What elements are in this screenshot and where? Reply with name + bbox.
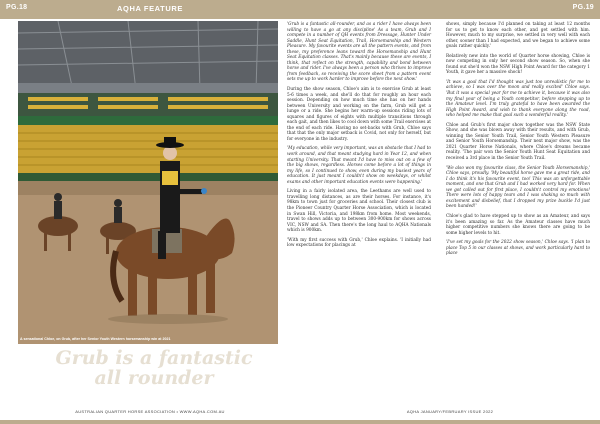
feature-photo [18,21,278,344]
article-paragraph: 'My education, while very important, was an obstacle that I had to work around, and that meant studying hard in Year 12, and when starting University. That meant I'd have to miss out on a few of the big shows, regardless. Horses come before a lot of things in my life, so I continued to show, even during my busiest years of education. It just meant I couldn't show on weekdays, or whilst exams and other important education events were happening.' [287,146,431,185]
article-paragraph: 'We also won my favourite class, the Senior Youth Horsemanship,' Chloe says, proudly. 'My beautiful horse gave me a great ride, and I do think it's his favourite event, too! This was an unforgettable moment, and one that Grub and I had worked very hard for. When we got called out for first place, I couldn't control my emotions! There were lots of happy tears and I was shaking so much with excitement and disbelief, that I dropped my prize buckle I'd just been handed!' [446,165,590,210]
article-paragraph: 'With my first success with Grub,' Chloe explains. 'I initially had low expectations for placings at [287,237,431,249]
section-title: AQHA FEATURE [117,4,183,13]
page-number-right: PG.19 [572,4,594,11]
article-paragraph: Chloe and Grub's first major show together was the NSW State Show, and she was blown away with their results, and with Grub, winning the Senior Youth Trail, Senior Youth Western Pleasure and Senior Youth Horsemanship. Their next major show, was the 2021 Quarter Horse Nationals, where Chloe's dreams became reality. 'The pair won the Senior Youth Hunt Seat Equitation and received a 3rd place in the Senior Youth Trail. [446,122,590,162]
feature-headline [44,348,264,388]
article-paragraph: Living in a fairly isolated area, the Leethams are well used to travelling long distances, as are their horses. For instance, it's 98km to town just for groceries and school. Their closest club is the Pioneer Country Quarter Horse Association, which is located in Swan Hill, Victoria, and 198km from home. Most weekends, travel to shows adds up to between 300-900km for shows across VIC, NSW and SA. Then there's the long haul to AQHA Nationals which is 900km. [287,189,431,234]
article-paragraph: During the show season, Chloe's aim is to exercise Grub at least 5-6 times a week, and she'll do that for roughly an hour each session. Depending on how much time she has on her hands between University and working on the farm, Grub will get a lunge or a ride. She begins her warm-up sessions riding lots of squares and figures of eights with multiple transitions through each gait, and then likes to cool down with some Trail exercises at the end of each ride. Having no set-backs with Grub, Chloe says that that the only major setback is Covid, not only for herself, but for everyone in the industry. [287,87,431,142]
headline-line-2: all rounder [94,367,214,389]
article-paragraph: 'Grub is a fantastic all-rounder, and as a rider I have always been willing to have a go at any discipline' As a team, Grub and I compete in a number of QH events from Dressage, Hunter Under Saddle, Hunt Seat Equitation, Trail, Horsemanship and Western Pleasure. My favourite events are all the pattern events, and from these, my preference leans toward the Horsemanship and Hunt Seat Equitation classes. That's mainly because these are events, I think, that reflect on the strength, capability and bond between horse and rider. I've always been a person who thrives to improve from feedback, so receiving the score sheet from a pattern event sets me up to work harder to improve before the next show.' [287,22,431,83]
footer-bar [0,420,600,424]
headline-line-1: Grub is a fantastic [55,347,253,369]
article-paragraph: 'I've set my goals for the 2022 show season,' Chloe says. 'I plan to place Top 5 in our classes at shows, and work particularly hard to place [446,240,590,257]
article-column-2 [446,22,590,261]
article-paragraph: 'It was a goal that I'd thought was just too unrealistic for me to achieve, so I was over the moon and really excited' Chloe says. 'But it was a special year for me to achieve it, because it was also my final year of being a Youth competitor, before stepping up to the Amateur level. I'm truly grateful to have been awarded the High Point Award, and wish to thank everyone along the road, who helped me make that goal such a wonderful reality.' [446,79,590,119]
article-paragraph: Chloe's glad to have stepped up to show as an Amateur, and says it's been amazing so far. As the Amateur classes have much higher competitive numbers she knows there are going to be some higher levels to hit. [446,213,590,236]
footer-left: AUSTRALIAN QUARTER HORSE ASSOCIATION • WWW.AQHA.COM.AU [75,409,225,414]
page-header-bar [0,0,600,19]
article-column-1 [287,22,431,253]
footer-right: AQHA JANUARY/FEBRUARY ISSUE 2022 [406,409,494,414]
article-paragraph: shows, simply because I'd planned on taking at least 12 months for us to get to know each other, and get settled with him. However, much to my surprise, we settled in very well with each other, sooner than I had expected, and we began to achieve some goals rather quickly.' [446,22,590,50]
article-paragraph: Relatively new into the world of Quarter horse showing, Chloe is now competing in only her second show season. So, when she found out she'd won the NSW High Point Award for the category 1 Youth, it gave her a massive shock! [446,53,590,76]
arena-photo-illustration [18,21,278,344]
photo-caption: A sensational Chloe, on Grub, after her Senior Youth Western horsemanship win at 2021 [20,337,171,341]
page-number-left: PG.18 [6,4,28,11]
